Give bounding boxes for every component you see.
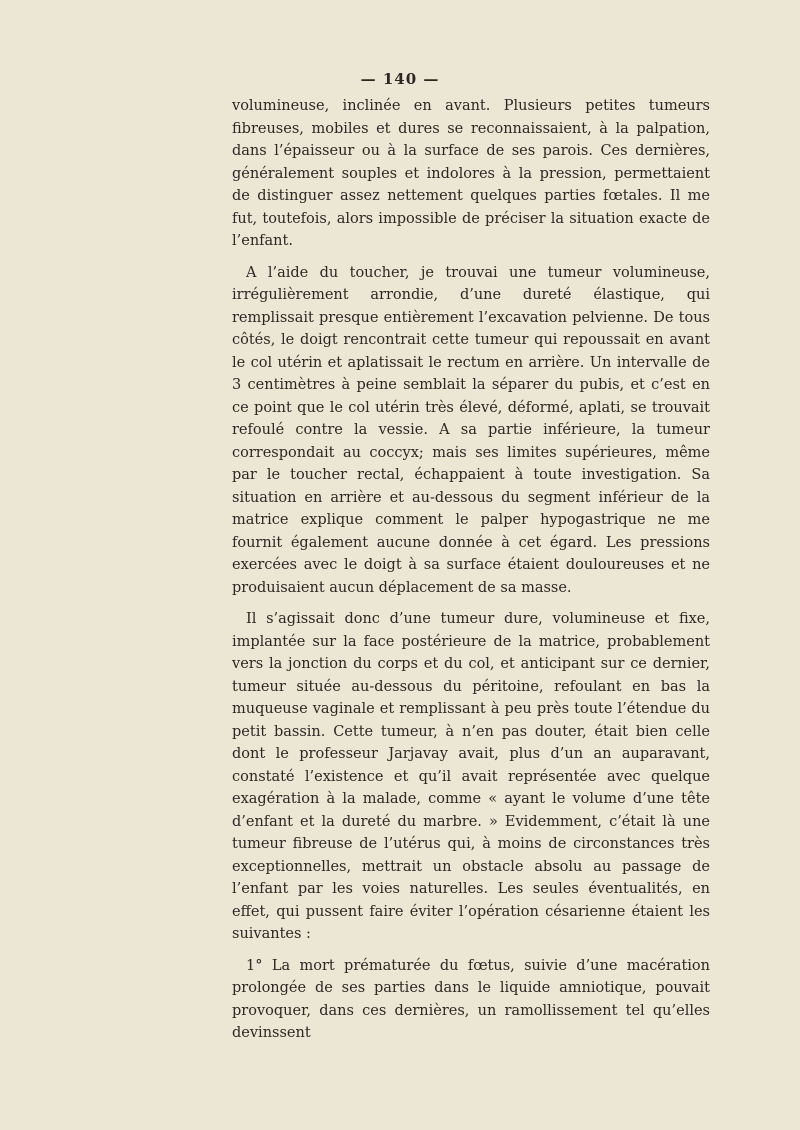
- page-number: — 140 —: [360, 70, 440, 88]
- paragraph-2: A l’aide du toucher, je trouvai une tumeur volumineuse, irrégulièrement arrondie, d’une dureté élastique, qui remplissait presque entièrement l’excavation pelvienne. De tous côtés, le doigt rencontrait cette tumeur qui repoussait en avant le col utérin et aplatissait le rectum en arrière. Un intervalle de 3 centimètres à peine semblait la séparer du pubis, et c’est en ce point que le col utérin très élevé, déformé, aplati, se trouvait refoulé contre la vessie. A sa partie inférieure, la tumeur correspondait au coccyx; mais ses limites supérieures, même par le toucher rectal, échappaient à toute investigation. Sa situation en arrière et au-dessous du segment inférieur de la matrice explique comment le palper hypogastrique ne me fournit également aucune donnée à cet égard. Les pressions exercées avec le doigt à sa surface étaient douloureuses et ne produisaient aucun déplacement de sa masse.: [232, 264, 710, 596]
- paragraph-1: volumineuse, inclinée en avant. Plusieurs petites tumeurs fibreuses, mobiles et dures se reconnaissaient, à la palpation, dans l’épaisseur ou à la surface de ses parois. Ces dernières, généralement souples et indolores à la pression, permettaient de distinguer assez nettement quelques parties fœtales. Il me fut, toutefois, alors impossible de préciser la situation exacte de l’enfant.: [232, 98, 710, 249]
- body-text: [232, 95, 710, 1054]
- paragraph-3: Il s’agissait donc d’une tumeur dure, volumineuse et fixe, implantée sur la face postérieure de la matrice, probablement vers la jonction du corps et du col, et anticipant sur ce dernier, tumeur située au-dessous du péritoine, refoulant en bas la muqueuse vaginale et remplissant à peu près toute l’étendue du petit bassin. Cette tumeur, à n’en pas douter, était bien celle dont le professeur Jarjavay avait, plus d’un an auparavant, constaté l’existence et qu’il avait représentée avec quelque exagération à la malade, comme « ayant le volume d’une tête d’enfant et la dureté du marbre. » Evidemment, c’était là une tumeur fibreuse de l’utérus qui, à moins de circonstances très exceptionnelles, mettrait un obstacle absolu au passage de l’enfant par les voies naturelles. Les seules éventualités, en effet, qui pussent faire éviter l’opération césarienne étaient les suivantes :: [232, 611, 710, 942]
- paragraph-4: 1° La mort prématurée du fœtus, suivie d’une macération prolongée de ses parties dans le liquide amniotique, pouvait provoquer, dans ces dernières, un ramollissement tel qu’elles devinssent: [232, 957, 710, 1041]
